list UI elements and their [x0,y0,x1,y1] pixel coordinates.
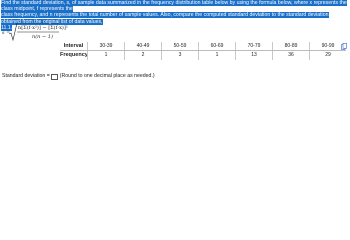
interval-cell: 60-69 [198,42,235,50]
interval-cell: 50-59 [161,42,198,50]
copy-icon[interactable] [341,43,347,50]
frequency-cell: 1 [87,51,124,60]
formula-denominator: n(n − 1) [32,34,53,40]
instruction-line-2: class frequency, and n represents the total number of sample values. Also, compare the computed standard deviation to the standard deviation obtained from the original list of data values, [1,12,329,25]
frequency-cell: 36 [272,51,309,60]
interval-header: Interval [63,43,84,49]
interval-cell: 30-39 [87,42,124,50]
instruction-line-1: Find the standard deviation, s, of sample data summarized in the frequency distribution table below by using the formula below, where x represents the class midpoint, f represents the [1,0,347,13]
frequency-header: Frequency [60,52,88,58]
answer-input[interactable] [51,74,58,80]
interval-row [60,42,346,51]
frequency-cell: 2 [124,51,161,60]
formula-numerator: n[Σ(f·x²)] − [Σ(f·x)]² [18,25,68,31]
interval-cell: 40-49 [124,42,161,50]
answer-line [2,73,155,80]
formula-s-equals: s = [2,30,11,36]
interval-cell: 90-99 [309,42,346,50]
std-dev-formula [2,22,68,42]
answer-label: Standard deviation = [2,73,50,79]
frequency-row [60,51,346,60]
frequency-cell: 3 [161,51,198,60]
interval-cell: 80-89 [272,42,309,50]
rounding-hint: (Round to one decimal place as needed.) [59,73,155,79]
interval-cell: 70-79 [235,42,272,50]
instruction-line-3: 11.1. [1,24,13,31]
frequency-table [60,42,346,60]
frequency-cell: 13 [235,51,272,60]
frequency-cell: 1 [198,51,235,60]
frequency-cell: 29 [309,51,346,60]
